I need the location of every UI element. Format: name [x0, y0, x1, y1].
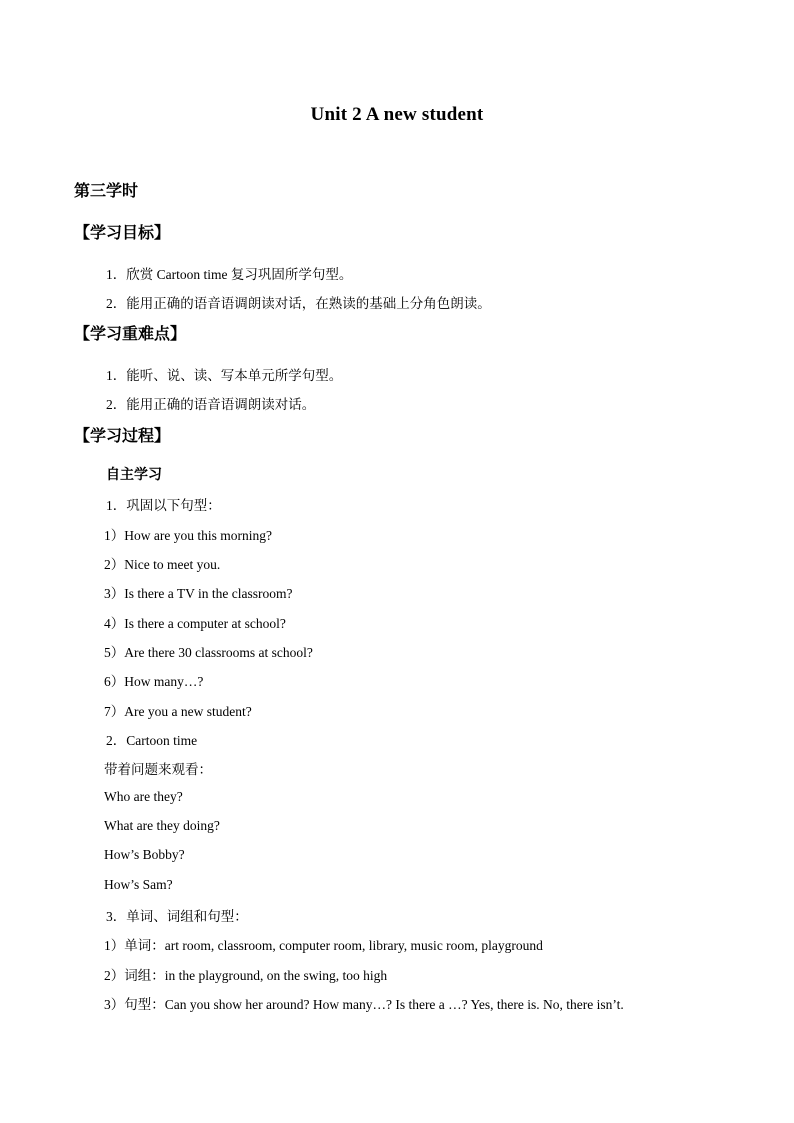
vocab-item: 3）句型：Can you show her around? How many…? Is there a …? Yes, there is. No, there isn’t.	[104, 997, 624, 1012]
question-item: How’s Bobby?	[104, 847, 185, 862]
session-heading: 第三学时	[74, 183, 139, 200]
key-points-heading: 【学习重难点】	[74, 326, 187, 343]
sentence-item: 7）Are you a new student?	[104, 704, 252, 719]
sentence-item: 4）Is there a computer at school?	[104, 616, 286, 631]
objective-item: 1．欣赏 Cartoon time 复习巩固所学句型。	[106, 267, 353, 282]
question-item: What are they doing?	[104, 818, 220, 833]
key-point-item: 1．能听、说、读、写本单元所学句型。	[106, 368, 343, 383]
sentence-item: 5）Are there 30 classrooms at school?	[104, 645, 313, 660]
sentence-item: 1）How are you this morning?	[104, 528, 272, 543]
objectives-heading: 【学习目标】	[74, 225, 171, 242]
self-study-label: 自主学习	[106, 468, 162, 483]
objective-item: 2．能用正确的语音语调朗读对话，在熟读的基础上分角色朗读。	[106, 296, 491, 311]
sentence-item: 6）How many…?	[104, 674, 204, 689]
document-title: Unit 2 A new student	[310, 104, 484, 125]
process-heading: 【学习过程】	[74, 428, 171, 445]
consolidate-label: 1．巩固以下句型：	[106, 498, 221, 513]
question-item: Who are they?	[104, 789, 183, 804]
cartoon-label: 2．Cartoon time	[106, 733, 198, 748]
vocab-heading: 3．单词、词组和句型：	[106, 909, 248, 924]
vocab-item: 1）单词：art room, classroom, computer room, library, music room, playground	[104, 938, 543, 953]
key-point-item: 2．能用正确的语音语调朗读对话。	[106, 397, 316, 412]
vocab-item: 2）词组：in the playground, on the swing, too high	[104, 968, 388, 983]
watch-prompt: 带着问题来观看：	[104, 762, 212, 777]
question-item: How’s Sam?	[104, 877, 173, 892]
sentence-item: 3）Is there a TV in the classroom?	[104, 586, 293, 601]
sentence-item: 2）Nice to meet you.	[104, 557, 221, 572]
